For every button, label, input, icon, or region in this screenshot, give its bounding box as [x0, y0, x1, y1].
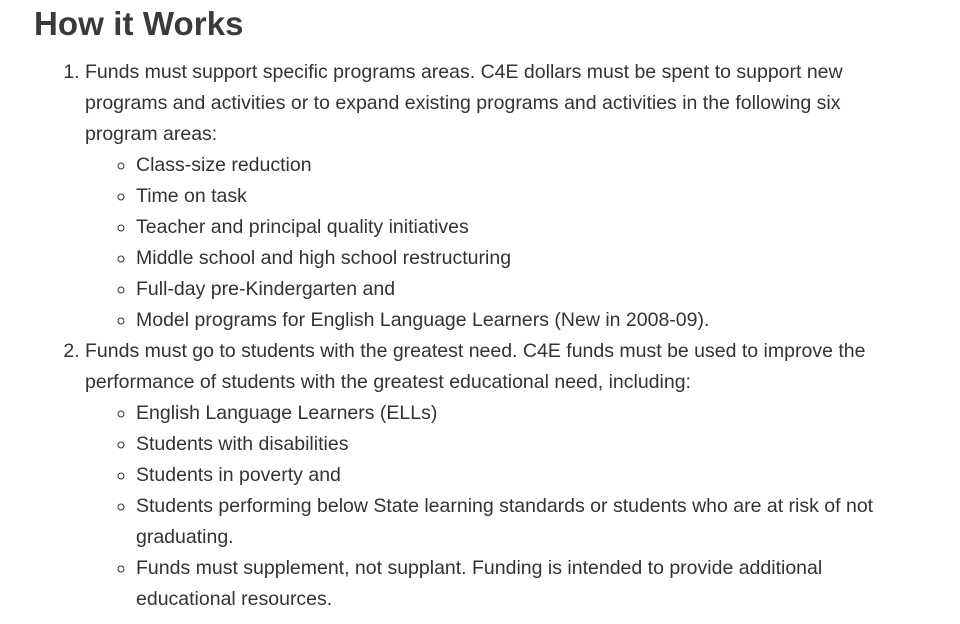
main-list [34, 57, 915, 615]
list-item: ◦ Time on task [136, 181, 915, 212]
list-item: ◦ Students with disabilities [136, 429, 915, 460]
program-areas-list [85, 150, 915, 336]
list-item-text: Funds must support specific programs areas. C4E dollars must be spent to support new programs and activities or to expand existing programs and activities in the following six program areas: [85, 61, 843, 145]
list-item: ◦ Full-day pre-Kindergarten and [136, 274, 915, 305]
list-item: ◦ Class-size reduction [136, 150, 915, 181]
list-item: ◦ Middle school and high school restructuring [136, 243, 915, 274]
list-item-greatest-need [85, 336, 915, 615]
list-item-text: Funds must go to students with the greatest need. C4E funds must be used to improve the performance of students with the greatest educational need, including: [85, 340, 866, 393]
list-item-program-areas [85, 57, 915, 336]
list-item: ◦ Funds must supplement, not supplant. Funding is intended to provide additional educational resources. [136, 553, 915, 615]
list-item: ◦ English Language Learners (ELLs) [136, 398, 915, 429]
list-item: ◦ Model programs for English Language Learners (New in 2008-09). [136, 305, 915, 336]
list-item: ◦ Students performing below State learning standards or students who are at risk of not graduating. [136, 491, 915, 553]
student-groups-list [85, 398, 915, 615]
list-item: ◦ Students in poverty and [136, 460, 915, 491]
page-title: How it Works [34, 5, 244, 42]
list-item: ◦ Teacher and principal quality initiatives [136, 212, 915, 243]
